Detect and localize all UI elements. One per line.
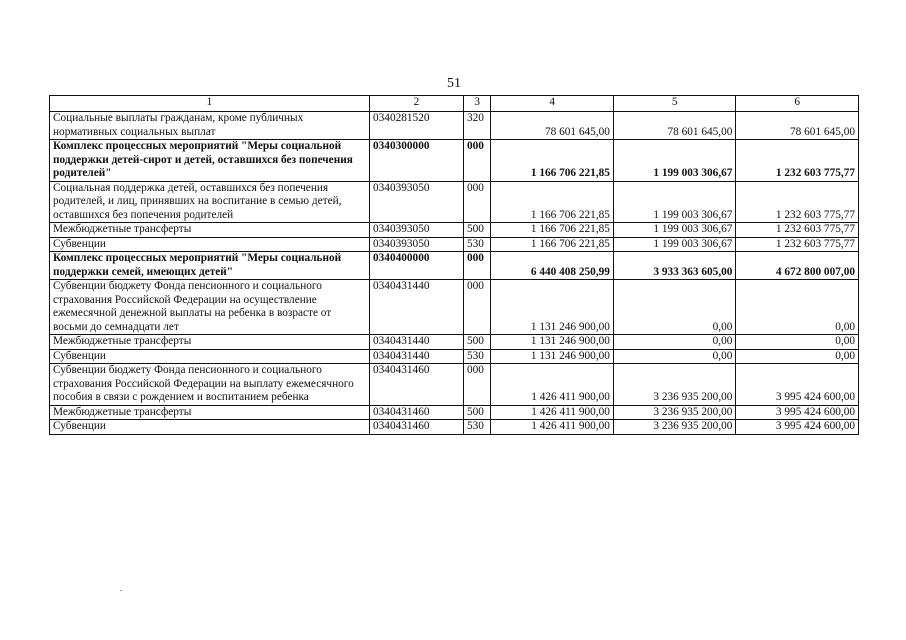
row-amount-col6: 0,00 [736, 349, 859, 364]
row-amount-col5: 3 236 935 200,00 [613, 405, 736, 420]
row-amount-col5: 1 199 003 306,67 [613, 237, 736, 252]
row-expense-type-cell: 000 [463, 252, 490, 280]
header-row [50, 96, 859, 112]
row-code-cell: 0340431460 [370, 364, 464, 406]
row-amount-col4: 1 166 706 221,85 [491, 140, 614, 182]
column-header: 1 [50, 96, 370, 112]
row-expense-type-cell: 000 [463, 280, 490, 335]
row-amount-col6: 78 601 645,00 [736, 112, 859, 140]
row-amount-col5: 0,00 [613, 335, 736, 350]
row-code-cell: 0340400000 [370, 252, 464, 280]
column-header: 5 [613, 96, 736, 112]
row-code-cell: 0340431440 [370, 335, 464, 350]
row-expense-type-cell: 530 [463, 349, 490, 364]
row-amount-col4: 1 131 246 900,00 [491, 335, 614, 350]
row-code-cell: 0340281520 [370, 112, 464, 140]
table-row [50, 112, 859, 140]
column-header: 4 [491, 96, 614, 112]
row-amount-col4: 1 131 246 900,00 [491, 349, 614, 364]
column-header: 2 [370, 96, 464, 112]
budget-table [49, 95, 859, 435]
row-name-cell: Субвенции [50, 349, 370, 364]
page-number: 51 [447, 76, 461, 91]
row-expense-type-cell: 500 [463, 335, 490, 350]
row-expense-type-cell: 000 [463, 181, 490, 223]
row-amount-col6: 1 232 603 775,77 [736, 237, 859, 252]
row-name-cell: Социальная поддержка детей, оставшихся без попечения родителей, и лиц, принявших на воспитание в семью детей, оставшихся без попечения родителей [50, 181, 370, 223]
row-amount-col6: 1 232 603 775,77 [736, 140, 859, 182]
row-code-cell: 0340300000 [370, 140, 464, 182]
table-row [50, 140, 859, 182]
row-expense-type-cell: 500 [463, 223, 490, 238]
row-amount-col6: 1 232 603 775,77 [736, 223, 859, 238]
row-name-cell: Субвенции [50, 420, 370, 435]
column-header: 3 [463, 96, 490, 112]
table-row [50, 335, 859, 350]
row-amount-col4: 1 166 706 221,85 [491, 237, 614, 252]
row-amount-col6: 3 995 424 600,00 [736, 405, 859, 420]
row-name-cell: Социальные выплаты гражданам, кроме публичных нормативных социальных выплат [50, 112, 370, 140]
table-row [50, 181, 859, 223]
table-row [50, 280, 859, 335]
row-amount-col5: 3 933 363 605,00 [613, 252, 736, 280]
table-row [50, 252, 859, 280]
row-amount-col5: 1 199 003 306,67 [613, 223, 736, 238]
row-code-cell: 0340393050 [370, 223, 464, 238]
row-amount-col5: 0,00 [613, 349, 736, 364]
row-amount-col4: 1 166 706 221,85 [491, 181, 614, 223]
row-amount-col5: 1 199 003 306,67 [613, 181, 736, 223]
row-amount-col4: 6 440 408 250,99 [491, 252, 614, 280]
table-row [50, 237, 859, 252]
row-name-cell: Комплекс процессных мероприятий "Меры социальной поддержки детей-сирот и детей, оставшихся без попечения родителей" [50, 140, 370, 182]
row-amount-col4: 1 426 411 900,00 [491, 405, 614, 420]
row-amount-col4: 78 601 645,00 [491, 112, 614, 140]
table-row [50, 223, 859, 238]
row-expense-type-cell: 000 [463, 140, 490, 182]
row-amount-col4: 1 426 411 900,00 [491, 364, 614, 406]
row-code-cell: 0340431460 [370, 405, 464, 420]
table-row [50, 420, 859, 435]
row-code-cell: 0340393050 [370, 181, 464, 223]
row-code-cell: 0340431440 [370, 280, 464, 335]
row-amount-col4: 1 131 246 900,00 [491, 280, 614, 335]
row-expense-type-cell: 530 [463, 420, 490, 435]
table-row [50, 405, 859, 420]
row-expense-type-cell: 000 [463, 364, 490, 406]
row-amount-col4: 1 166 706 221,85 [491, 223, 614, 238]
row-name-cell: Субвенции [50, 237, 370, 252]
row-name-cell: Комплекс процессных мероприятий "Меры социальной поддержки семей, имеющих детей" [50, 252, 370, 280]
row-name-cell: Межбюджетные трансферты [50, 405, 370, 420]
column-header: 6 [736, 96, 859, 112]
row-name-cell: Межбюджетные трансферты [50, 223, 370, 238]
row-code-cell: 0340393050 [370, 237, 464, 252]
row-amount-col6: 3 995 424 600,00 [736, 420, 859, 435]
row-name-cell: Межбюджетные трансферты [50, 335, 370, 350]
row-code-cell: 0340431440 [370, 349, 464, 364]
table-row [50, 349, 859, 364]
row-amount-col5: 0,00 [613, 280, 736, 335]
row-name-cell: Субвенции бюджету Фонда пенсионного и социального страхования Российской Федерации на выплату ежемесячного пособия в связи с рождением и воспитанием ребенка [50, 364, 370, 406]
row-amount-col6: 0,00 [736, 280, 859, 335]
scan-speck [120, 590, 122, 591]
row-amount-col5: 3 236 935 200,00 [613, 364, 736, 406]
row-amount-col6: 0,00 [736, 335, 859, 350]
row-amount-col6: 4 672 800 007,00 [736, 252, 859, 280]
table-row [50, 364, 859, 406]
row-expense-type-cell: 530 [463, 237, 490, 252]
row-amount-col4: 1 426 411 900,00 [491, 420, 614, 435]
row-amount-col5: 3 236 935 200,00 [613, 420, 736, 435]
row-amount-col6: 3 995 424 600,00 [736, 364, 859, 406]
row-amount-col5: 1 199 003 306,67 [613, 140, 736, 182]
row-name-cell: Субвенции бюджету Фонда пенсионного и социального страхования Российской Федерации на осуществление ежемесячной денежной выплаты на ребенка в возрасте от восьми до семнадцати лет [50, 280, 370, 335]
row-amount-col6: 1 232 603 775,77 [736, 181, 859, 223]
row-code-cell: 0340431460 [370, 420, 464, 435]
row-amount-col5: 78 601 645,00 [613, 112, 736, 140]
row-expense-type-cell: 320 [463, 112, 490, 140]
row-expense-type-cell: 500 [463, 405, 490, 420]
